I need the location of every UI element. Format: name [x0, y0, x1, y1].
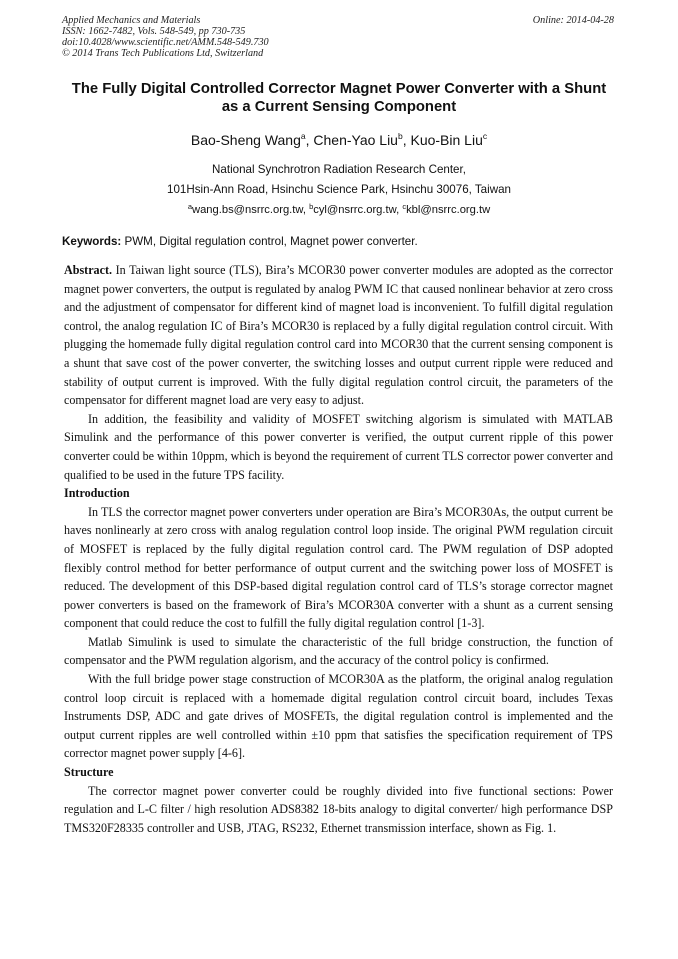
introduction-paragraph-3: With the full bridge power stage construction of MCOR30A as the platform, the original analog regulation control loop circuit is replaced with a homemade digital regulation control circuit board, includes Texas Instruments DSP, ADC and gate drives of MOSFETs, the digital regulation control is implemented and the output current ripples are well controlled within ±10 ppm that satisfies the specification requirement of TPS corrector magnet power supply [4-6].	[64, 672, 613, 761]
introduction-paragraph-1: In TLS the corrector magnet power converters under operation are Bira’s MCOR30As, the output current be haves nonlinearly at zero cross with analog regulation control loop inside. The original PWM regulation circuit of MOSFET is replaced by the fully digital regulation control card. The PWM regulation of DSP adopted flexibly control method for better performance of output current and the switching power loss of MOSFET is reduced. The development of this DSP-based digital regulation control card of TLS’s storage corrector magnet power converters is based on the framework of Bira’s MCOR30A converter with a shunt as a current sensing component that could reduce the cost to fulfill the fully digital regulation control [1-3].	[64, 504, 613, 631]
email-separator: ,	[302, 204, 310, 216]
author-list	[62, 131, 616, 149]
affiliation	[62, 160, 616, 199]
email-mark: b	[309, 202, 314, 211]
author-name: Chen-Yao Liu	[313, 132, 398, 148]
structure-heading: Structure	[64, 765, 114, 780]
doi-line[interactable]: doi:10.4028/www.scientific.net/AMM.548-549.730	[62, 37, 269, 48]
keywords	[62, 234, 616, 250]
abstract-paragraph-2: In addition, the feasibility and validity of MOSFET switching algorism is simulated with MATLAB Simulink and the performance of this power converter is verified, the output current ripple of this power converter could be within 10ppm, which is beyond the requirement of current TLS corrector power converter and qualified to be used in the future TPS facility.	[64, 411, 613, 482]
journal-name: Applied Mechanics and Materials	[62, 15, 201, 26]
author-affil-mark: c	[482, 131, 488, 141]
journal-header	[62, 15, 269, 59]
copyright-line: © 2014 Trans Tech Publications Ltd, Switzerland	[62, 48, 264, 59]
keywords-text: PWM, Digital regulation control, Magnet power converter.	[121, 235, 418, 248]
author-affil-mark: b	[397, 131, 403, 141]
online-date: Online: 2014-04-28	[532, 15, 614, 26]
keywords-label: Keywords:	[62, 235, 122, 248]
introduction-heading: Introduction	[64, 486, 130, 501]
introduction-paragraph-2: Matlab Simulink is used to simulate the characteristic of the full bridge construction, the function of compensator and the PWM regulation algorism, and the accuracy of the control policy is confirmed.	[64, 634, 613, 668]
paper-title: The Fully Digital Controlled Corrector Magnet Power Converter with a Shunt as a Current Sensing Component	[71, 81, 607, 115]
email-separator: ,	[396, 204, 403, 216]
author-name: Bao-Sheng Wang	[190, 132, 301, 148]
structure-paragraph-1: The corrector magnet power converter could be roughly divided into five functional sections: Power regulation and L-C filter / high resolution ADS8382 18-bits analogy to digital converter/ high performance DSP TMS320F28335 controller and USB, JTAG, RS232, Ethernet transmission interface, shown as Fig. 1.	[64, 783, 613, 835]
author-name: Kuo-Bin Liu	[410, 132, 483, 148]
email-address[interactable]: kbl@nsrrc.org.tw	[406, 204, 491, 216]
author-affil-mark: a	[300, 131, 306, 141]
email-address[interactable]: wang.bs@nsrrc.org.tw	[192, 204, 303, 216]
email-mark: c	[402, 202, 407, 211]
abstract-text: In Taiwan light source (TLS), Bira’s MCOR30 power converter modules are adopted as the corrector magnet power converters, the output is regulated by analog PWM IC that caused nonlinear behavior at zero cross and the adjustment of compensator for different kind of magnet load is inconvenient. To fulfill digital regulation control, the analog regulation IC of Bira’s MCOR30 is replaced by a fully digital regulation control circuit. With plugging the homemade fully digital regulation control card into MCOR30 that the current sensing component is a shunt that save cost of the power converter, the switching losses and output current ripple were reduced and stability of output current is improved. With the fully digital regulation control circuit, the parameters of the compensator for different magnet load are very easy to adjust.	[64, 263, 613, 408]
email-address[interactable]: cyl@nsrrc.org.tw	[313, 204, 397, 216]
issn-line: ISSN: 1662-7482, Vols. 548-549, pp 730-735	[62, 26, 246, 37]
affiliation-line-1: National Synchrotron Radiation Research Center,	[212, 163, 466, 176]
author-separator: ,	[402, 132, 411, 148]
abstract-paragraph	[64, 261, 613, 410]
author-separator: ,	[305, 132, 314, 148]
email-mark: a	[187, 202, 192, 211]
abstract-label: Abstract.	[64, 263, 113, 277]
paper-body	[64, 261, 613, 837]
affiliation-line-2: 101Hsin-Ann Road, Hsinchu Science Park, Hsinchu 30076, Taiwan	[167, 182, 511, 196]
author-emails	[62, 203, 616, 218]
